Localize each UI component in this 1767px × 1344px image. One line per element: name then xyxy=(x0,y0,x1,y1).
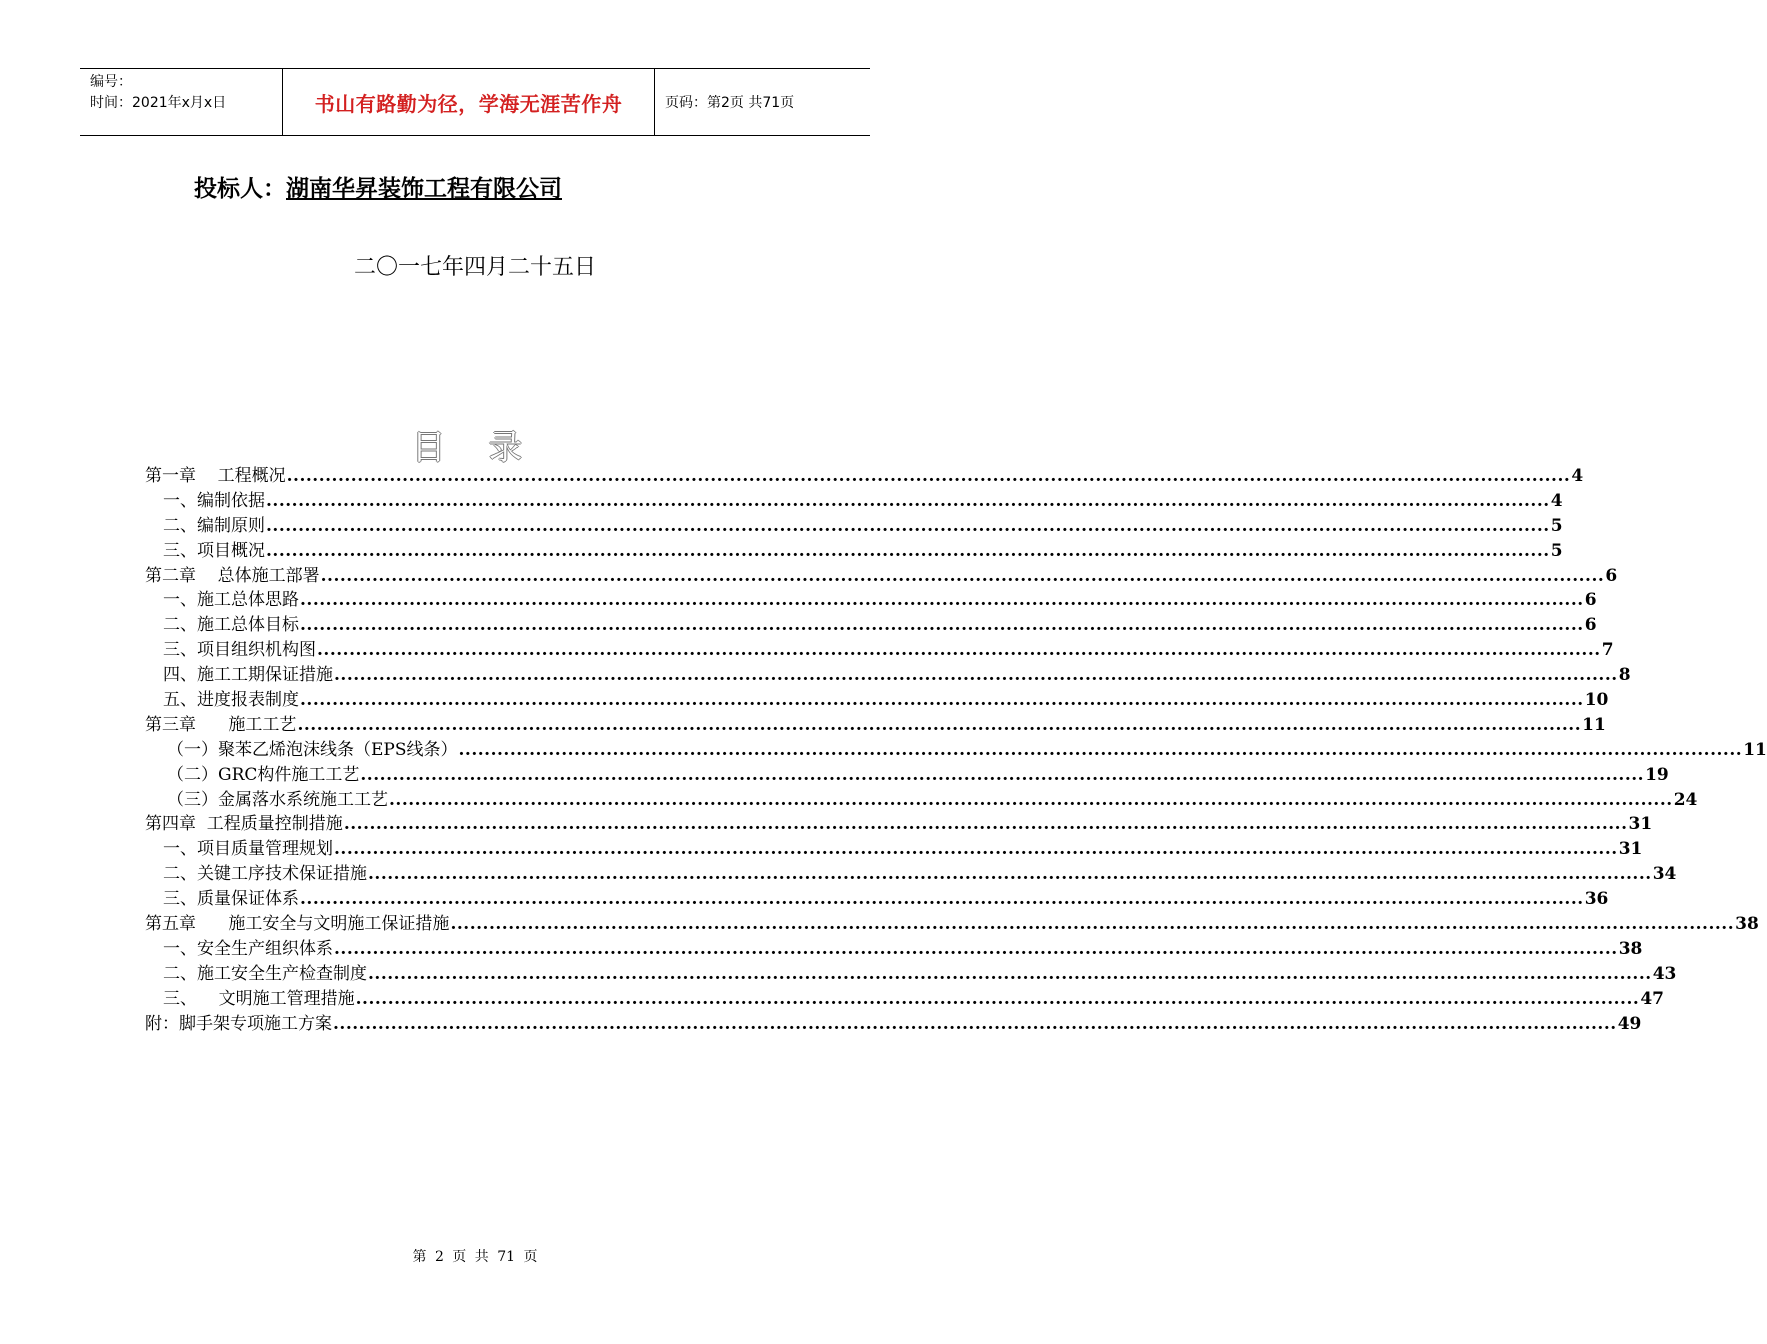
toc-entry-page: 10 xyxy=(1584,690,1609,711)
toc-entry-page: 11 xyxy=(1743,739,1767,760)
toc-entry-page: 6 xyxy=(1584,615,1597,636)
toc-entry-label: 三、质量保证体系 xyxy=(163,889,299,910)
toc-entry[interactable] xyxy=(145,588,1597,613)
toc-entry-label: 二、编制原则 xyxy=(163,515,265,536)
toc-entry-label: 三、项目概况 xyxy=(163,540,265,561)
toc-leader-dots: ........................................................................................................................................................................................................ xyxy=(368,963,1652,984)
page-footer: 第 2 页 共 71 页 xyxy=(412,1249,538,1265)
toc-entry[interactable] xyxy=(145,539,1563,564)
toc-leader-dots: ........................................................................................................................................................................................................ xyxy=(343,814,1628,835)
toc-entry-label: 五、进度报表制度 xyxy=(163,690,299,711)
toc-entry-label: 第二章 总体施工部署 xyxy=(145,565,320,586)
toc-leader-dots: ........................................................................................................................................................................................................ xyxy=(320,565,1605,586)
toc-leader-dots: ........................................................................................................................................................................................................ xyxy=(300,690,1584,711)
toc-entry-label: 三、 文明施工管理措施 xyxy=(163,988,355,1009)
toc-entry-label: （三）金属落水系统施工工艺 xyxy=(167,789,388,810)
toc-entry[interactable] xyxy=(145,987,1664,1012)
toc-entry-page: 4 xyxy=(1550,490,1563,511)
toc-entry[interactable] xyxy=(145,713,1606,738)
toc-entry-page: 8 xyxy=(1618,665,1631,686)
toc-entry-page: 11 xyxy=(1582,714,1606,735)
toc-leader-dots: ........................................................................................................................................................................................................ xyxy=(334,665,1618,686)
toc-entry-label: （一）聚苯乙烯泡沫线条（EPS线条） xyxy=(167,739,458,760)
header-motto: 书山有路勤为径，学海无涯苦作舟 xyxy=(282,69,655,135)
toc-leader-dots: ........................................................................................................................................................................................................ xyxy=(389,789,1673,810)
toc-entry[interactable] xyxy=(145,763,1669,788)
toc-leader-dots: ........................................................................................................................................................................................................ xyxy=(450,914,1735,935)
toc-entry[interactable] xyxy=(145,837,1643,862)
toc-leader-dots: ........................................................................................................................................................................................................ xyxy=(300,889,1584,910)
toc-entry[interactable] xyxy=(145,663,1631,688)
toc-entry-label: 附：脚手架专项施工方案 xyxy=(145,1013,332,1034)
toc-entry[interactable] xyxy=(145,514,1563,539)
toc-entry-label: 二、施工安全生产检查制度 xyxy=(163,963,367,984)
toc-leader-dots: ........................................................................................................................................................................................................ xyxy=(334,938,1618,959)
header-meta xyxy=(80,69,282,135)
toc-entry-label: 第四章 工程质量控制措施 xyxy=(145,814,343,835)
toc-entry[interactable] xyxy=(145,812,1653,837)
toc-leader-dots: ........................................................................................................................................................................................................ xyxy=(458,739,1743,760)
toc-entry-page: 36 xyxy=(1584,889,1609,910)
toc-entry-label: 一、安全生产组织体系 xyxy=(163,938,333,959)
toc-entry-label: 四、施工工期保证措施 xyxy=(163,665,333,686)
toc-leader-dots: ........................................................................................................................................................................................................ xyxy=(300,590,1584,611)
toc-entry-page: 7 xyxy=(1601,640,1614,661)
toc-entry-page: 5 xyxy=(1550,515,1563,536)
toc-entry-page: 38 xyxy=(1618,938,1643,959)
toc-leader-dots: ........................................................................................................................................................................................................ xyxy=(355,988,1640,1009)
number-label: 编号： xyxy=(90,74,132,90)
toc-entry-page: 31 xyxy=(1628,814,1653,835)
toc-entry[interactable] xyxy=(145,564,1618,589)
toc-entry-page: 6 xyxy=(1584,590,1597,611)
toc-entry-label: 三、项目组织机构图 xyxy=(163,640,316,661)
table-of-contents xyxy=(145,464,1767,1036)
toc-entry[interactable] xyxy=(145,738,1767,763)
page-header xyxy=(80,68,870,136)
toc-entry-label: 一、编制依据 xyxy=(163,490,265,511)
toc-leader-dots: ........................................................................................................................................................................................................ xyxy=(317,640,1601,661)
document-date: 二〇一七年四月二十五日 xyxy=(353,255,596,280)
toc-entry-label: 第一章 工程概况 xyxy=(145,466,286,486)
toc-entry[interactable] xyxy=(145,862,1677,887)
toc-entry[interactable] xyxy=(145,638,1614,663)
toc-entry-page: 19 xyxy=(1645,764,1669,785)
toc-leader-dots: ........................................................................................................................................................................................................ xyxy=(333,1013,1617,1034)
toc-entry-page: 4 xyxy=(1571,466,1584,486)
toc-leader-dots: ........................................................................................................................................................................................................ xyxy=(334,839,1618,860)
bidder-line xyxy=(194,170,562,203)
toc-leader-dots: ........................................................................................................................................................................................................ xyxy=(266,515,1550,536)
toc-entry-label: （二）GRC构件施工工艺 xyxy=(167,764,360,785)
toc-entry-page: 38 xyxy=(1735,914,1759,935)
toc-entry-label: 二、施工总体目标 xyxy=(163,615,299,636)
toc-entry-page: 6 xyxy=(1605,565,1618,586)
toc-entry-label: 第五章 施工安全与文明施工保证措施 xyxy=(145,914,450,935)
toc-entry[interactable] xyxy=(145,688,1609,713)
toc-entry[interactable] xyxy=(145,887,1609,912)
toc-entry-label: 一、施工总体思路 xyxy=(163,590,299,611)
toc-entry-page: 34 xyxy=(1652,864,1677,885)
toc-entry-page: 43 xyxy=(1652,963,1677,984)
time-label: 时间：2021年x月x日 xyxy=(90,95,227,111)
toc-entry-page: 24 xyxy=(1673,789,1698,810)
toc-entry[interactable] xyxy=(145,489,1563,514)
toc-entry-label: 二、关键工序技术保证措施 xyxy=(163,864,367,885)
toc-entry-page: 31 xyxy=(1618,839,1643,860)
toc-entry-page: 5 xyxy=(1550,540,1563,561)
toc-entry[interactable] xyxy=(145,937,1643,962)
toc-leader-dots: ........................................................................................................................................................................................................ xyxy=(286,466,1571,486)
toc-entry[interactable] xyxy=(145,464,1584,489)
toc-entry-page: 47 xyxy=(1640,988,1664,1009)
toc-leader-dots: ........................................................................................................................................................................................................ xyxy=(266,490,1550,511)
toc-entry[interactable] xyxy=(145,613,1597,638)
toc-leader-dots: ........................................................................................................................................................................................................ xyxy=(266,540,1550,561)
toc-entry-page: 49 xyxy=(1617,1013,1642,1034)
toc-entry[interactable] xyxy=(145,1012,1642,1037)
bidder-label: 投标人： xyxy=(194,176,286,202)
toc-leader-dots: ........................................................................................................................................................................................................ xyxy=(297,714,1582,735)
toc-title: 目 录 xyxy=(411,428,539,468)
toc-entry[interactable] xyxy=(145,962,1677,987)
toc-entry-label: 第三章 施工工艺 xyxy=(145,714,297,735)
header-page-info: 页码：第2页 共71页 xyxy=(665,95,795,111)
toc-entry[interactable] xyxy=(145,912,1759,937)
toc-entry-label: 一、项目质量管理规划 xyxy=(163,839,333,860)
bidder-company: 湖南华昇装饰工程有限公司 xyxy=(286,176,562,202)
toc-entry[interactable] xyxy=(145,788,1698,813)
toc-leader-dots: ........................................................................................................................................................................................................ xyxy=(300,615,1584,636)
toc-leader-dots: ........................................................................................................................................................................................................ xyxy=(360,764,1645,785)
toc-leader-dots: ........................................................................................................................................................................................................ xyxy=(368,864,1652,885)
